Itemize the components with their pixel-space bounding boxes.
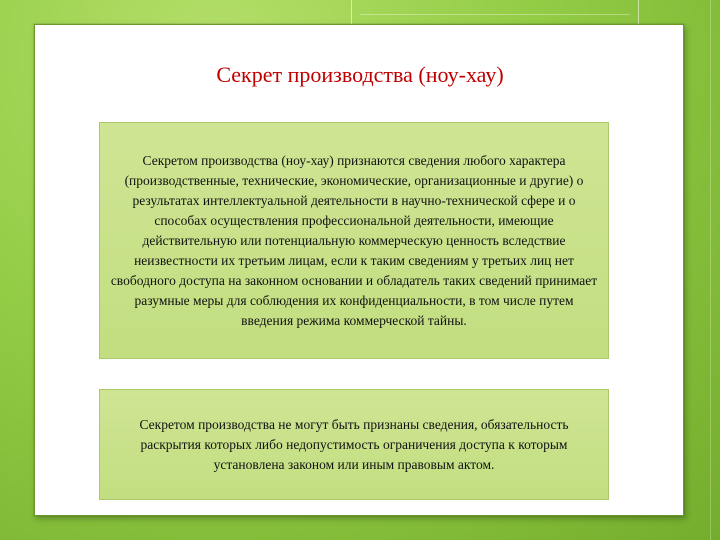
- exclusion-box: [99, 389, 609, 500]
- decorative-line: [351, 0, 352, 26]
- slide-title: Секрет производства (ноу-хау): [216, 62, 504, 87]
- decorative-line: [360, 14, 630, 15]
- definition-box: [99, 122, 609, 359]
- decorative-line: [638, 0, 639, 26]
- exclusion-text: Секретом производства не могут быть признаны сведения, обязательность раскрытия которых либо недопустимость ограничения доступа к которым установлена законом или иным правовым актом.: [139, 416, 569, 472]
- definition-text: Секретом производства (ноу-хау) признаются сведения любого характера (производственные, технические, экономические, организационные и другие) о результатах интеллектуальной деятельности в научно-технической сфере и о способах осуществления профессиональной деятельности, имеющие действительную или потенциальную коммерческую ценность вследствие неизвестности их третьим лицам, если к таким сведениям у третьих лиц нет свободного доступа на законном основании и обладатель таких сведений принимает разумные меры для соблюдения их конфиденциальности, в том числе путем введения режима коммерческой тайны.: [110, 152, 598, 328]
